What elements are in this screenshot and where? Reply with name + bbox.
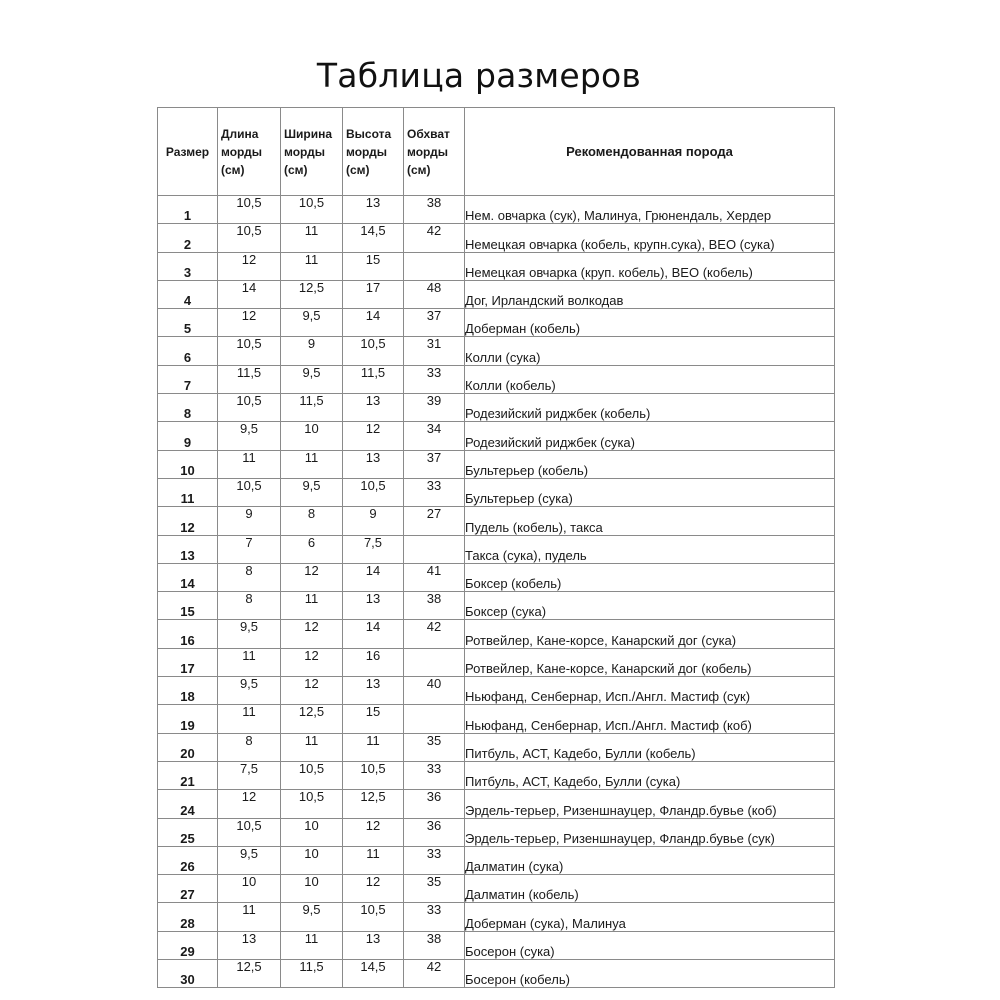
size-cell: 30 xyxy=(158,960,218,988)
length-cell: 12,5 xyxy=(218,960,281,988)
length-cell: 12 xyxy=(218,790,281,818)
length-cell: 8 xyxy=(218,563,281,591)
height-cell: 13 xyxy=(343,394,404,422)
header-height: Высота морды (см) xyxy=(343,108,404,196)
height-cell: 10,5 xyxy=(343,478,404,506)
width-cell: 9,5 xyxy=(281,903,343,931)
size-cell: 13 xyxy=(158,535,218,563)
breed-cell: Боксер (кобель) xyxy=(465,563,835,591)
table-row xyxy=(158,252,835,280)
height-cell: 15 xyxy=(343,252,404,280)
length-cell: 9,5 xyxy=(218,422,281,450)
length-cell: 10,5 xyxy=(218,337,281,365)
table-row xyxy=(158,309,835,337)
height-cell: 10,5 xyxy=(343,337,404,365)
height-cell: 17 xyxy=(343,280,404,308)
breed-cell: Немецкая овчарка (кобель, крупн.сука), ВЕО (сука) xyxy=(465,224,835,252)
width-cell: 11 xyxy=(281,592,343,620)
length-cell: 7 xyxy=(218,535,281,563)
height-cell: 14 xyxy=(343,563,404,591)
length-cell: 10,5 xyxy=(218,224,281,252)
table-row xyxy=(158,450,835,478)
width-cell: 10 xyxy=(281,846,343,874)
size-cell: 4 xyxy=(158,280,218,308)
size-cell: 5 xyxy=(158,309,218,337)
girth-cell: 40 xyxy=(404,677,465,705)
breed-cell: Пудель (кобель), такса xyxy=(465,507,835,535)
breed-cell: Далматин (кобель) xyxy=(465,875,835,903)
girth-cell: 33 xyxy=(404,761,465,789)
breed-cell: Нем. овчарка (сук), Малинуа, Грюнендаль, Хердер xyxy=(465,196,835,224)
length-cell: 8 xyxy=(218,733,281,761)
height-cell: 12,5 xyxy=(343,790,404,818)
width-cell: 11 xyxy=(281,931,343,959)
width-cell: 10,5 xyxy=(281,761,343,789)
header-girth: Обхват морды (см) xyxy=(404,108,465,196)
table-row xyxy=(158,196,835,224)
breed-cell: Дог, Ирландский волкодав xyxy=(465,280,835,308)
size-cell: 29 xyxy=(158,931,218,959)
breed-cell: Боксер (сука) xyxy=(465,592,835,620)
width-cell: 9,5 xyxy=(281,478,343,506)
width-cell: 9,5 xyxy=(281,309,343,337)
width-cell: 11 xyxy=(281,733,343,761)
table-row xyxy=(158,846,835,874)
girth-cell: 34 xyxy=(404,422,465,450)
breed-cell: Эрдель-терьер, Ризеншнауцер, Фландр.бувье (сук) xyxy=(465,818,835,846)
girth-cell: 27 xyxy=(404,507,465,535)
length-cell: 11 xyxy=(218,903,281,931)
breed-cell: Далматин (сука) xyxy=(465,846,835,874)
table-header-row xyxy=(158,108,835,196)
table-row xyxy=(158,337,835,365)
height-cell: 13 xyxy=(343,450,404,478)
girth-cell: 35 xyxy=(404,733,465,761)
width-cell: 12 xyxy=(281,620,343,648)
length-cell: 11 xyxy=(218,450,281,478)
height-cell: 12 xyxy=(343,818,404,846)
header-width: Ширина морды (см) xyxy=(281,108,343,196)
girth-cell: 33 xyxy=(404,478,465,506)
breed-cell: Ньюфанд, Сенбернар, Исп./Англ. Мастиф (коб) xyxy=(465,705,835,733)
height-cell: 14 xyxy=(343,620,404,648)
width-cell: 6 xyxy=(281,535,343,563)
height-cell: 16 xyxy=(343,648,404,676)
table-row xyxy=(158,535,835,563)
height-cell: 9 xyxy=(343,507,404,535)
girth-cell: 37 xyxy=(404,309,465,337)
size-cell: 14 xyxy=(158,563,218,591)
girth-cell: 42 xyxy=(404,960,465,988)
width-cell: 9,5 xyxy=(281,365,343,393)
size-cell: 16 xyxy=(158,620,218,648)
table-row xyxy=(158,818,835,846)
table-row xyxy=(158,422,835,450)
breed-cell: Родезийский риджбек (кобель) xyxy=(465,394,835,422)
height-cell: 10,5 xyxy=(343,761,404,789)
size-cell: 10 xyxy=(158,450,218,478)
girth-cell xyxy=(404,648,465,676)
width-cell: 12,5 xyxy=(281,280,343,308)
girth-cell: 35 xyxy=(404,875,465,903)
length-cell: 9,5 xyxy=(218,846,281,874)
girth-cell: 37 xyxy=(404,450,465,478)
girth-cell: 38 xyxy=(404,931,465,959)
width-cell: 9 xyxy=(281,337,343,365)
breed-cell: Ньюфанд, Сенбернар, Исп./Англ. Мастиф (сук) xyxy=(465,677,835,705)
girth-cell: 36 xyxy=(404,818,465,846)
size-cell: 12 xyxy=(158,507,218,535)
table-row xyxy=(158,224,835,252)
girth-cell: 33 xyxy=(404,903,465,931)
table-row xyxy=(158,648,835,676)
table-row xyxy=(158,620,835,648)
width-cell: 12 xyxy=(281,648,343,676)
size-cell: 6 xyxy=(158,337,218,365)
table-row xyxy=(158,563,835,591)
height-cell: 15 xyxy=(343,705,404,733)
breed-cell: Такса (сука), пудель xyxy=(465,535,835,563)
size-cell: 7 xyxy=(158,365,218,393)
length-cell: 9,5 xyxy=(218,677,281,705)
header-length: Длина морды (см) xyxy=(218,108,281,196)
girth-cell: 42 xyxy=(404,620,465,648)
length-cell: 11 xyxy=(218,648,281,676)
table-row xyxy=(158,733,835,761)
width-cell: 10 xyxy=(281,422,343,450)
breed-cell: Родезийский риджбек (сука) xyxy=(465,422,835,450)
girth-cell xyxy=(404,705,465,733)
size-cell: 18 xyxy=(158,677,218,705)
girth-cell: 38 xyxy=(404,592,465,620)
length-cell: 10,5 xyxy=(218,196,281,224)
length-cell: 7,5 xyxy=(218,761,281,789)
size-cell: 2 xyxy=(158,224,218,252)
length-cell: 13 xyxy=(218,931,281,959)
height-cell: 11 xyxy=(343,733,404,761)
size-cell: 27 xyxy=(158,875,218,903)
height-cell: 14,5 xyxy=(343,224,404,252)
height-cell: 10,5 xyxy=(343,903,404,931)
length-cell: 11 xyxy=(218,705,281,733)
table-row xyxy=(158,677,835,705)
length-cell: 10 xyxy=(218,875,281,903)
height-cell: 14,5 xyxy=(343,960,404,988)
girth-cell: 33 xyxy=(404,846,465,874)
header-size: Размер xyxy=(158,108,218,196)
breed-cell: Босерон (сука) xyxy=(465,931,835,959)
girth-cell: 33 xyxy=(404,365,465,393)
size-table xyxy=(157,107,835,988)
breed-cell: Ротвейлер, Кане-корсе, Канарский дог (кобель) xyxy=(465,648,835,676)
height-cell: 7,5 xyxy=(343,535,404,563)
width-cell: 11 xyxy=(281,252,343,280)
breed-cell: Эрдель-терьер, Ризеншнауцер, Фландр.бувье (коб) xyxy=(465,790,835,818)
table-row xyxy=(158,960,835,988)
length-cell: 11,5 xyxy=(218,365,281,393)
girth-cell: 41 xyxy=(404,563,465,591)
width-cell: 12 xyxy=(281,563,343,591)
girth-cell: 39 xyxy=(404,394,465,422)
height-cell: 13 xyxy=(343,196,404,224)
size-cell: 17 xyxy=(158,648,218,676)
length-cell: 14 xyxy=(218,280,281,308)
length-cell: 8 xyxy=(218,592,281,620)
girth-cell: 31 xyxy=(404,337,465,365)
width-cell: 11 xyxy=(281,450,343,478)
breed-cell: Ротвейлер, Кане-корсе, Канарский дог (сука) xyxy=(465,620,835,648)
table-body xyxy=(158,196,835,988)
width-cell: 8 xyxy=(281,507,343,535)
width-cell: 10,5 xyxy=(281,196,343,224)
length-cell: 10,5 xyxy=(218,478,281,506)
table-row xyxy=(158,478,835,506)
breed-cell: Колли (кобель) xyxy=(465,365,835,393)
size-cell: 26 xyxy=(158,846,218,874)
breed-cell: Бультерьер (кобель) xyxy=(465,450,835,478)
girth-cell: 42 xyxy=(404,224,465,252)
table-row xyxy=(158,931,835,959)
page-title: Таблица размеров xyxy=(316,56,642,95)
width-cell: 10 xyxy=(281,875,343,903)
girth-cell xyxy=(404,252,465,280)
size-cell: 21 xyxy=(158,761,218,789)
length-cell: 9 xyxy=(218,507,281,535)
table-row xyxy=(158,507,835,535)
breed-cell: Питбуль, АСТ, Кадебо, Булли (сука) xyxy=(465,761,835,789)
breed-cell: Немецкая овчарка (круп. кобель), ВЕО (кобель) xyxy=(465,252,835,280)
size-cell: 3 xyxy=(158,252,218,280)
length-cell: 12 xyxy=(218,252,281,280)
girth-cell: 48 xyxy=(404,280,465,308)
girth-cell: 36 xyxy=(404,790,465,818)
size-cell: 9 xyxy=(158,422,218,450)
height-cell: 12 xyxy=(343,422,404,450)
height-cell: 12 xyxy=(343,875,404,903)
length-cell: 9,5 xyxy=(218,620,281,648)
table-row xyxy=(158,790,835,818)
size-cell: 20 xyxy=(158,733,218,761)
table-row xyxy=(158,705,835,733)
size-cell: 25 xyxy=(158,818,218,846)
width-cell: 10 xyxy=(281,818,343,846)
breed-cell: Доберман (кобель) xyxy=(465,309,835,337)
width-cell: 12,5 xyxy=(281,705,343,733)
header-breed: Рекомендованная порода xyxy=(465,108,835,196)
length-cell: 10,5 xyxy=(218,394,281,422)
table-row xyxy=(158,761,835,789)
girth-cell xyxy=(404,535,465,563)
breed-cell: Бультерьер (сука) xyxy=(465,478,835,506)
width-cell: 11,5 xyxy=(281,960,343,988)
height-cell: 13 xyxy=(343,677,404,705)
breed-cell: Колли (сука) xyxy=(465,337,835,365)
width-cell: 12 xyxy=(281,677,343,705)
table-row xyxy=(158,875,835,903)
table-row xyxy=(158,365,835,393)
width-cell: 11 xyxy=(281,224,343,252)
table-row xyxy=(158,903,835,931)
size-cell: 19 xyxy=(158,705,218,733)
size-cell: 11 xyxy=(158,478,218,506)
breed-cell: Доберман (сука), Малинуа xyxy=(465,903,835,931)
height-cell: 11,5 xyxy=(343,365,404,393)
height-cell: 13 xyxy=(343,592,404,620)
breed-cell: Питбуль, АСТ, Кадебо, Булли (кобель) xyxy=(465,733,835,761)
size-cell: 1 xyxy=(158,196,218,224)
size-cell: 15 xyxy=(158,592,218,620)
table-row xyxy=(158,394,835,422)
width-cell: 10,5 xyxy=(281,790,343,818)
width-cell: 11,5 xyxy=(281,394,343,422)
size-cell: 24 xyxy=(158,790,218,818)
height-cell: 13 xyxy=(343,931,404,959)
table-row xyxy=(158,592,835,620)
girth-cell: 38 xyxy=(404,196,465,224)
length-cell: 10,5 xyxy=(218,818,281,846)
breed-cell: Босерон (кобель) xyxy=(465,960,835,988)
table-row xyxy=(158,280,835,308)
height-cell: 11 xyxy=(343,846,404,874)
size-cell: 8 xyxy=(158,394,218,422)
height-cell: 14 xyxy=(343,309,404,337)
length-cell: 12 xyxy=(218,309,281,337)
size-cell: 28 xyxy=(158,903,218,931)
